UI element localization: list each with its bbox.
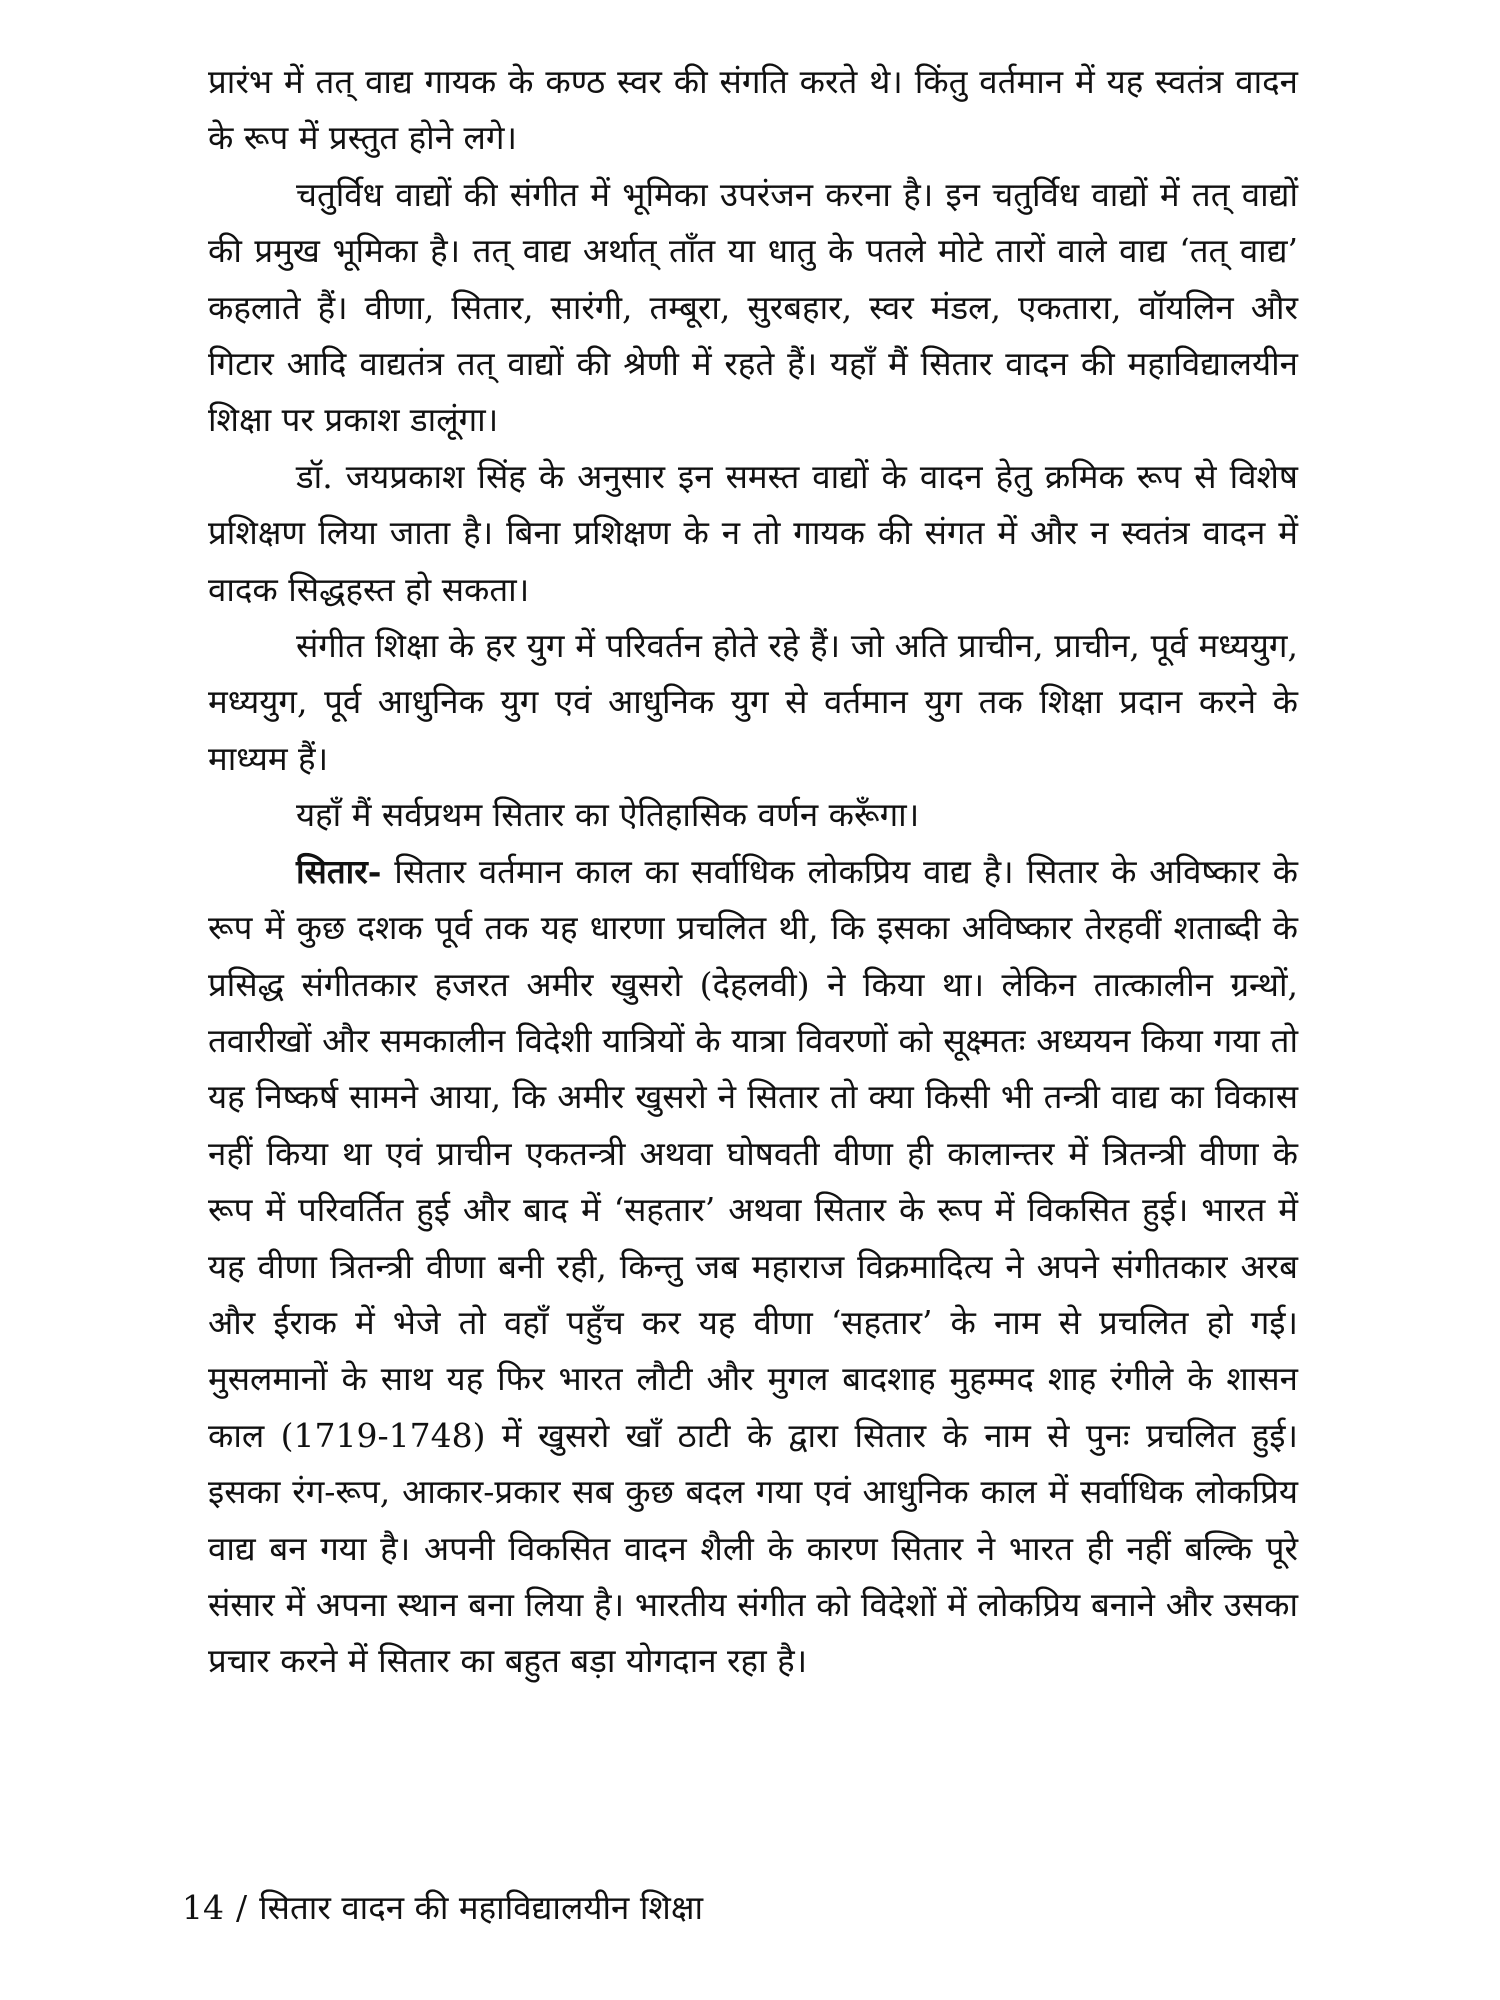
paragraph-chaturvidh-vadya: चतुर्विध वाद्यों की संगीत में भूमिका उपरंजन करना है। इन चतुर्विध वाद्यों में तत् वाद्यों की प्रमुख भूमिका है। तत् वाद्य अर्थात् ताँत या धातु के पतले मोटे तारों वाले वाद्य ‘तत् वाद्य’ कहलाते हैं। वीणा, सितार, सारंगी, तम्बूरा, सुरबहार, स्वर मंडल, एकतारा, वॉयलिन और गिटार आदि वाद्यतंत्र तत् वाद्यों की श्रेणी में रहते हैं। यहाँ मैं सितार वादन की महाविद्यालयीन शिक्षा पर प्रकाश डालूंगा। bbox=[208, 174, 1298, 440]
paragraph-aitihasik-varnan: यहाँ मैं सर्वप्रथम सितार का ऐतिहासिक वर्णन करूँगा। bbox=[296, 795, 920, 835]
body-text bbox=[208, 54, 1298, 1690]
sitar-heading-term: सितार- bbox=[296, 851, 382, 891]
page-footer bbox=[182, 1888, 703, 1928]
paragraph-sangeet-shiksha-yug: संगीत शिक्षा के हर युग में परिवर्तन होते रहे हैं। जो अति प्राचीन, प्राचीन, पूर्व मध्ययुग, मध्ययुग, पूर्व आधुनिक युग एवं आधुनिक युग से वर्तमान युग तक शिक्षा प्रदान करने के माध्यम हैं। bbox=[208, 626, 1298, 778]
footer-separator: / bbox=[236, 1888, 248, 1927]
paragraph-intro: प्रारंभ में तत् वाद्य गायक के कण्ठ स्वर की संगति करते थे। किंतु वर्तमान में यह स्वतंत्र वादन के रूप में प्रस्तुत होने लगे। bbox=[208, 62, 1298, 158]
page-number: 14 bbox=[182, 1888, 224, 1927]
paragraph-jayprakash-singh: डॉ. जयप्रकाश सिंह के अनुसार इन समस्त वाद्यों के वादन हेतु क्रमिक रूप से विशेष प्रशिक्षण लिया जाता है। बिना प्रशिक्षण के न तो गायक की संगत में और न स्वतंत्र वादन में वादक सिद्धहस्त हो सकता। bbox=[208, 456, 1298, 609]
sitar-paragraph-text: सितार वर्तमान काल का सर्वाधिक लोकप्रिय वाद्य है। सितार के अविष्कार के रूप में कुछ दशक पूर्व तक यह धारणा प्रचलित थी, कि इसका अविष्कार तेरहवीं शताब्दी के प्रसिद्ध संगीतकार हजरत अमीर खुसरो (देहलवी) ने किया था। लेकिन तात्कालीन ग्रन्थों, तवारीखों और समकालीन विदेशी यात्रियों के यात्रा विवरणों को सूक्ष्मतः अध्ययन किया गया तो यह निष्कर्ष सामने आया, कि अमीर खुसरो ने सितार तो क्या किसी भी तन्त्री वाद्य का विकास नहीं किया था एवं प्राचीन एकतन्त्री अथवा घोषवती वीणा ही कालान्तर में त्रितन्त्री वीणा के रूप में परिवर्तित हुई और बाद में ‘सहतार’ अथवा सितार के रूप में विकसित हुई। भारत में यह वीणा त्रितन्त्री वीणा बनी रही, किन्तु जब महाराज विक्रमादित्य ने अपने संगीतकार अरब और ईराक में भेजे तो वहाँ पहुँच कर यह वीणा ‘सहतार’ के नाम से प्रचलित हो गई। मुसलमानों के साथ यह फिर भारत लौटी और मुगल बादशाह मुहम्मद शाह रंगीले के शासन काल (1719-1748) में खुसरो खाँ ठाटी के द्वारा सितार के नाम से पुनः प्रचलित हुई। इसका रंग-रूप, आकार-प्रकार सब कुछ बदल गया एवं आधुनिक काल में सर्वाधिक लोकप्रिय वाद्य बन गया है। अपनी विकसित वादन शैली के कारण सितार ने भारत ही नहीं बल्कि पूरे संसार में अपना स्थान बना लिया है। भारतीय संगीत को विदेशों में लोकप्रिय बनाने और उसका प्रचार करने में सितार का बहुत बड़ा योगदान रहा है। bbox=[208, 851, 1298, 1681]
running-book-title: सितार वादन की महाविद्यालयीन शिक्षा bbox=[259, 1888, 704, 1927]
paragraph-sitar bbox=[208, 844, 1298, 1690]
